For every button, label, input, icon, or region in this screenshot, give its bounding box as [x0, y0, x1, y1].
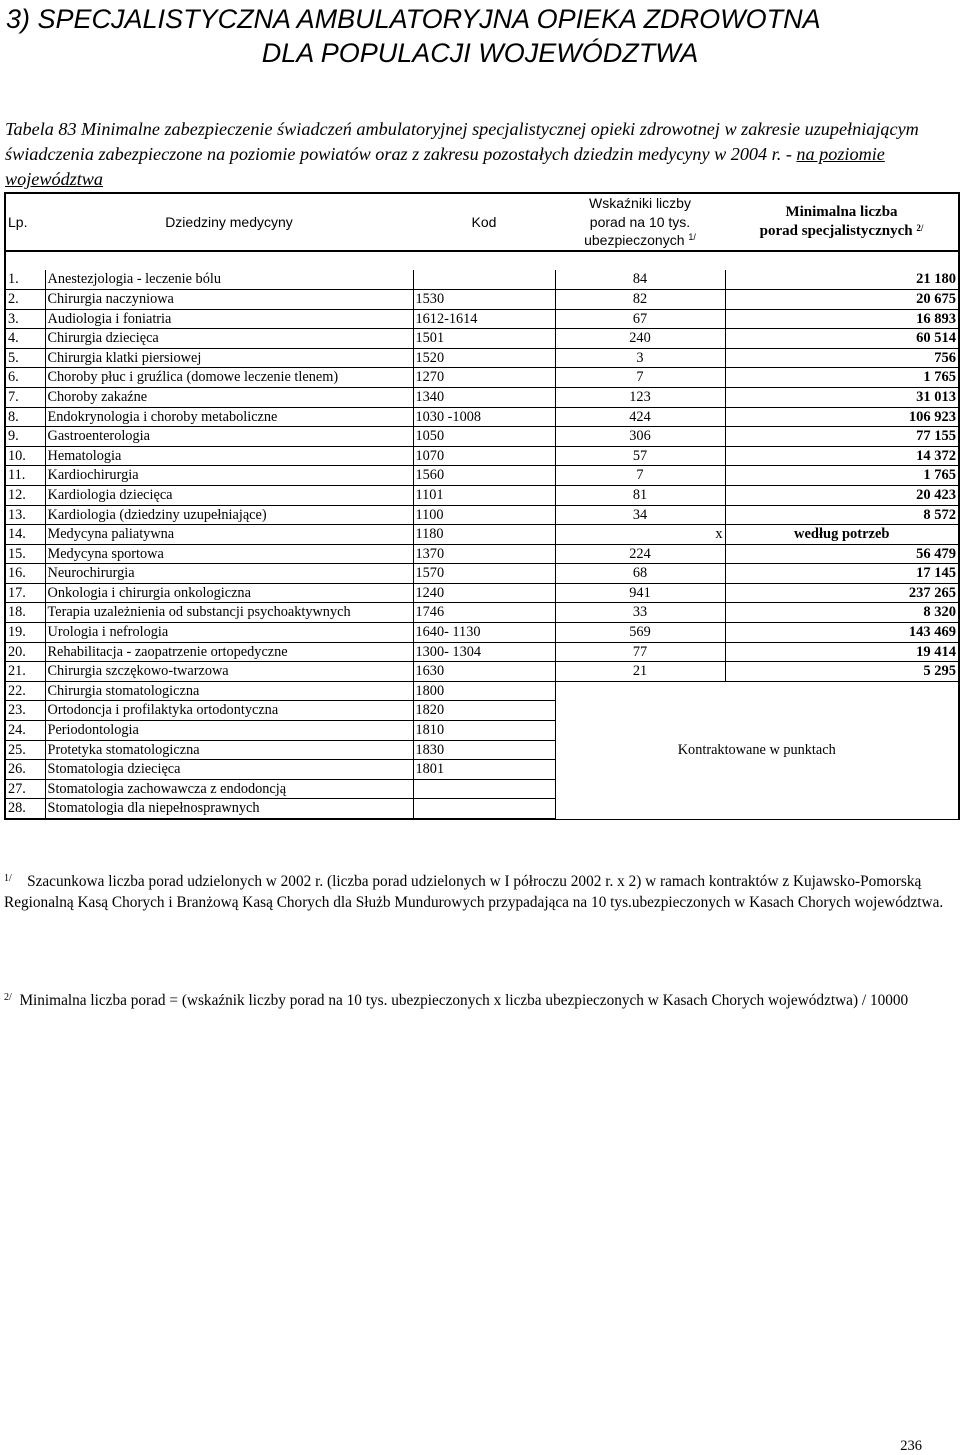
row-code: 1640- 1130: [413, 623, 555, 643]
row-code: 1830: [413, 740, 555, 760]
row-lp: 4.: [5, 329, 45, 349]
row-lp: 27.: [5, 779, 45, 799]
row-indicator: 33: [555, 603, 725, 623]
header-indicator-footnote-mark: 1/: [688, 232, 696, 243]
row-code: 1520: [413, 348, 555, 368]
row-lp: 24.: [5, 721, 45, 741]
row-lp: 1.: [5, 270, 45, 289]
row-indicator: 569: [555, 623, 725, 643]
row-code: 1800: [413, 681, 555, 701]
row-code: 1801: [413, 760, 555, 780]
footnote-1: [4, 871, 954, 913]
row-lp: 5.: [5, 348, 45, 368]
row-name: Endokrynologia i choroby metaboliczne: [45, 407, 413, 427]
row-lp: 8.: [5, 407, 45, 427]
table-body: [5, 270, 959, 819]
caption-underlined: na poziomie województwa: [5, 144, 885, 189]
row-indicator: 77: [555, 642, 725, 662]
table-row: [5, 485, 959, 505]
row-code: 1530: [413, 289, 555, 309]
row-code: 1300- 1304: [413, 642, 555, 662]
row-code: 1070: [413, 446, 555, 466]
row-lp: 3.: [5, 309, 45, 329]
row-name: Chirurgia klatki piersiowej: [45, 348, 413, 368]
row-name: Rehabilitacja - zaopatrzenie ortopedyczne: [45, 642, 413, 662]
header-indicator: [555, 193, 725, 251]
row-code: 1030 -1008: [413, 407, 555, 427]
row-indicator: 84: [555, 270, 725, 289]
row-min: 17 145: [725, 564, 959, 584]
row-indicator: 68: [555, 564, 725, 584]
row-indicator: 82: [555, 289, 725, 309]
table-row: [5, 270, 959, 289]
footnote-1-text: Szacunkowa liczba porad udzielonych w 2002 r. (liczba porad udzielonych w I półroczu 2002 r. x 2) w ramach kontraktów z Kujawsko-Pomorską Regionalną Kasą Chorych i Branżową Kasą Chorych dla Służb Mundurowych przypadająca na 10 tys.ubezpieczonych w Kasach Chorych województwa.: [4, 873, 944, 911]
row-min: 8 320: [725, 603, 959, 623]
heading-line-1: 3) SPECJALISTYCZNA AMBULATORYJNA OPIEKA ZDROWOTNA: [6, 4, 821, 34]
row-name: Urologia i nefrologia: [45, 623, 413, 643]
row-name: Chirurgia naczyniowa: [45, 289, 413, 309]
row-indicator: 3: [555, 348, 725, 368]
table-caption: [5, 117, 955, 192]
row-lp: 22.: [5, 681, 45, 701]
row-indicator: 7: [555, 368, 725, 388]
row-code: 1101: [413, 485, 555, 505]
row-code: 1746: [413, 603, 555, 623]
row-min: 143 469: [725, 623, 959, 643]
row-code: [413, 270, 555, 289]
data-table: [4, 192, 960, 820]
row-min: 20 675: [725, 289, 959, 309]
row-code: 1370: [413, 544, 555, 564]
row-name: Medycyna paliatywna: [45, 525, 413, 545]
row-lp: 10.: [5, 446, 45, 466]
row-code: 1340: [413, 387, 555, 407]
row-lp: 13.: [5, 505, 45, 525]
row-lp: 21.: [5, 662, 45, 682]
row-lp: 14.: [5, 525, 45, 545]
row-min: 237 265: [725, 583, 959, 603]
row-lp: 20.: [5, 642, 45, 662]
row-name: Stomatologia dla niepełnosprawnych: [45, 799, 413, 819]
row-code: 1630: [413, 662, 555, 682]
row-code: 1570: [413, 564, 555, 584]
row-indicator: 123: [555, 387, 725, 407]
table-row: [5, 368, 959, 388]
row-name: Kardiologia dziecięca: [45, 485, 413, 505]
row-lp: 2.: [5, 289, 45, 309]
row-min: 56 479: [725, 544, 959, 564]
header-min-line1: Minimalna liczba: [785, 204, 898, 221]
row-code: 1240: [413, 583, 555, 603]
row-code: 1560: [413, 466, 555, 486]
row-lp: 9.: [5, 427, 45, 447]
row-code: 1100: [413, 505, 555, 525]
page-number: 236: [900, 1438, 922, 1454]
row-indicator: 67: [555, 309, 725, 329]
row-min: 106 923: [725, 407, 959, 427]
row-min: 1 765: [725, 466, 959, 486]
header-indicator-line1: Wskaźniki liczby: [589, 195, 691, 211]
header-min: [725, 193, 959, 251]
table-row: [5, 407, 959, 427]
heading-line-2: DLA POPULACJI WOJEWÓDZTWA: [261, 38, 699, 68]
row-min: 14 372: [725, 446, 959, 466]
row-name: Gastroenterologia: [45, 427, 413, 447]
row-name: Audiologia i foniatria: [45, 309, 413, 329]
row-name: Neurochirurgia: [45, 564, 413, 584]
table-header-row: [5, 193, 959, 251]
row-indicator: 941: [555, 583, 725, 603]
table-row: [5, 446, 959, 466]
row-min: 60 514: [725, 329, 959, 349]
row-lp: 6.: [5, 368, 45, 388]
row-lp: 26.: [5, 760, 45, 780]
row-name: Chirurgia stomatologiczna: [45, 681, 413, 701]
row-min: 756: [725, 348, 959, 368]
row-name: Stomatologia dziecięca: [45, 760, 413, 780]
row-name: Kardiologia (dziedziny uzupełniające): [45, 505, 413, 525]
table-row: [5, 525, 959, 545]
row-lp: 23.: [5, 701, 45, 721]
row-lp: 19.: [5, 623, 45, 643]
row-lp: 7.: [5, 387, 45, 407]
row-min: 31 013: [725, 387, 959, 407]
row-indicator: 81: [555, 485, 725, 505]
row-name: Terapia uzależnienia od substancji psychoaktywnych: [45, 603, 413, 623]
table-row: [5, 662, 959, 682]
row-name: Ortodoncja i profilaktyka ortodontyczna: [45, 701, 413, 721]
header-lp: Lp.: [5, 193, 45, 251]
row-lp: 16.: [5, 564, 45, 584]
table-row: [5, 505, 959, 525]
row-name: Kardiochirurgia: [45, 466, 413, 486]
row-min: 5 295: [725, 662, 959, 682]
row-lp: 11.: [5, 466, 45, 486]
table-row: [5, 329, 959, 349]
row-name: Onkologia i chirurgia onkologiczna: [45, 583, 413, 603]
caption-text: Tabela 83 Minimalne zabezpieczenie świadczeń ambulatoryjnej specjalistycznej opieki zdrowotnej w zakresie uzupełniającym świadczenia zabezpieczone na poziomie powiatów oraz z zakresu pozostałych dziedzin medycyny w 2004 r. -: [5, 119, 919, 164]
row-min: 8 572: [725, 505, 959, 525]
row-min: 1 765: [725, 368, 959, 388]
row-lp: 25.: [5, 740, 45, 760]
row-min: 19 414: [725, 642, 959, 662]
row-min: według potrzeb: [725, 525, 959, 545]
table-row: [5, 564, 959, 584]
row-indicator: 306: [555, 427, 725, 447]
footnote-2: [4, 990, 954, 1011]
header-min-footnote-mark: 2/: [916, 222, 924, 233]
row-indicator: 224: [555, 544, 725, 564]
table-row: [5, 466, 959, 486]
row-code: 1180: [413, 525, 555, 545]
row-lp: 17.: [5, 583, 45, 603]
row-code: [413, 799, 555, 819]
row-indicator: 240: [555, 329, 725, 349]
row-lp: 28.: [5, 799, 45, 819]
row-lp: 12.: [5, 485, 45, 505]
row-name: Medycyna sportowa: [45, 544, 413, 564]
header-indicator-line3: ubezpieczonych: [584, 232, 685, 249]
header-code: Kod: [413, 193, 555, 251]
footnote-2-mark: 2/: [4, 992, 12, 1003]
row-name: Periodontologia: [45, 721, 413, 741]
row-code: [413, 779, 555, 799]
footnote-1-mark: 1/: [4, 873, 12, 884]
row-indicator: 7: [555, 466, 725, 486]
table-row: [5, 289, 959, 309]
row-name: Protetyka stomatologiczna: [45, 740, 413, 760]
row-name: Anestezjologia - leczenie bólu: [45, 270, 413, 289]
header-name: Dziedziny medycyny: [45, 193, 413, 251]
row-code: 1050: [413, 427, 555, 447]
table-row: [5, 427, 959, 447]
row-name: Chirurgia szczękowo-twarzowa: [45, 662, 413, 682]
header-min-line2: porad specjalistycznych: [759, 222, 913, 239]
dental-note: Kontraktowane w punktach: [555, 681, 959, 819]
row-indicator: 34: [555, 505, 725, 525]
row-lp: 18.: [5, 603, 45, 623]
row-code: 1810: [413, 721, 555, 741]
table-row: [5, 603, 959, 623]
table-row: [5, 623, 959, 643]
row-min: 20 423: [725, 485, 959, 505]
header-gap-row: [5, 251, 959, 271]
row-indicator: 57: [555, 446, 725, 466]
row-indicator: 21: [555, 662, 725, 682]
row-name: Choroby zakaźne: [45, 387, 413, 407]
row-indicator: x: [555, 525, 725, 545]
row-name: Stomatologia zachowawcza z endodoncją: [45, 779, 413, 799]
table-row: [5, 583, 959, 603]
row-name: Choroby płuc i gruźlica (domowe leczenie tlenem): [45, 368, 413, 388]
row-min: 77 155: [725, 427, 959, 447]
table-row: [5, 309, 959, 329]
row-indicator: 424: [555, 407, 725, 427]
row-name: Hematologia: [45, 446, 413, 466]
table-row: [5, 348, 959, 368]
row-code: 1820: [413, 701, 555, 721]
row-min: 21 180: [725, 270, 959, 289]
row-name: Chirurgia dziecięca: [45, 329, 413, 349]
header-indicator-line2: porad na 10 tys.: [589, 213, 691, 230]
table-row: [5, 544, 959, 564]
table-row: [5, 387, 959, 407]
row-code: 1612-1614: [413, 309, 555, 329]
table-row: [5, 642, 959, 662]
row-code: 1270: [413, 368, 555, 388]
row-code: 1501: [413, 329, 555, 349]
row-min: 16 893: [725, 309, 959, 329]
footnote-2-text: Minimalna liczba porad = (wskaźnik liczby porad na 10 tys. ubezpieczonych x liczba ubezpieczonych w Kasach Chorych województwa) / 10000: [19, 992, 909, 1009]
row-lp: 15.: [5, 544, 45, 564]
table-row: [5, 681, 959, 701]
